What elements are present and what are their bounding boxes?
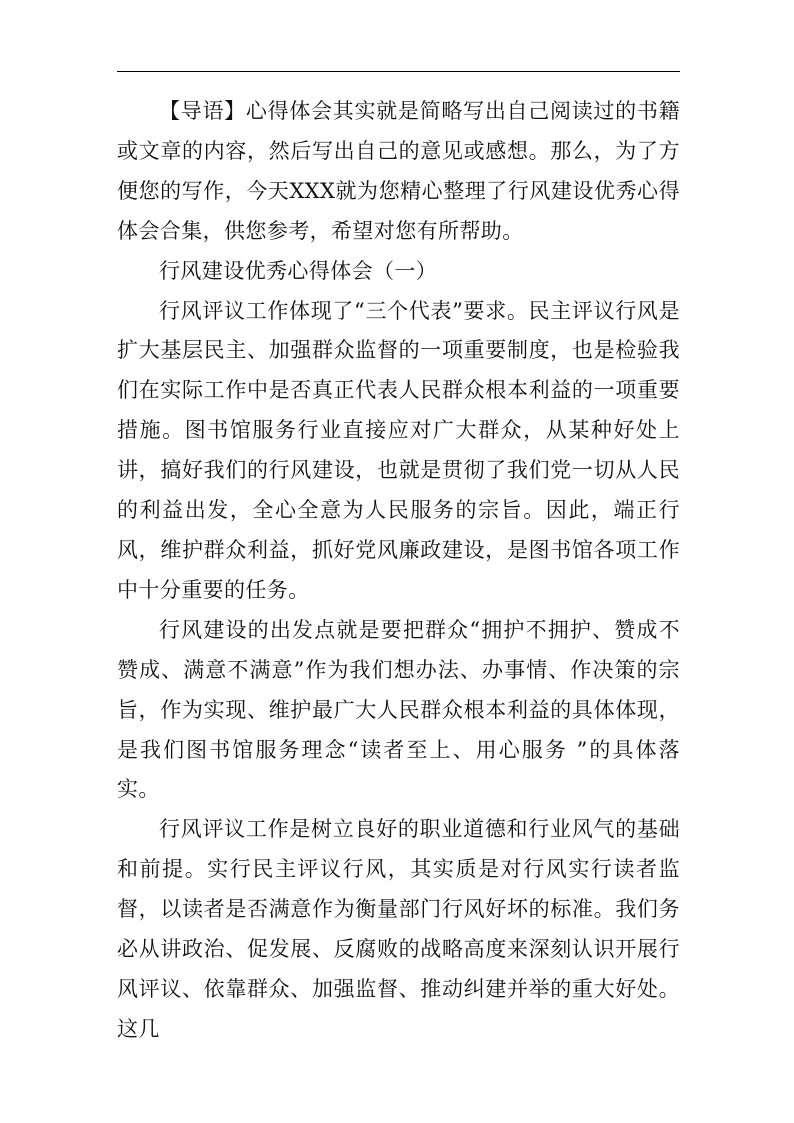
header-rule [117, 71, 680, 72]
body-paragraph-1: 行风评议工作体现了“三个代表”要求。民主评议行风是扩大基层民主、加强群众监督的一项重要制度，也是检验我们在实际工作中是否真正代表人民群众根本利益的一项重要措施。图书馆服务行业直接应对广大群众，从某种好处上讲，搞好我们的行风建设，也就是贯彻了我们党一切从人民的利益出发，全心全意为人民服务的宗旨。因此，端正行风，维护群众利益，抓好党风廉政建设，是图书馆各项工作中十分重要的任务。 [117, 298, 680, 602]
body-paragraph-3: 行风评议工作是树立良好的职业道德和行业风气的基础和前提。实行民主评议行风，其实质是对行风实行读者监督，以读者是否满意作为衡量部门行风好坏的标准。我们务必从讲政治、促发展、反腐败的战略高度来深刻认识开展行风评议、依靠群众、加强监督、推动纠建并举的重大好处。这几 [117, 817, 680, 1041]
section-heading: 行风建设优秀心得体会（一） [159, 258, 438, 283]
document-body [117, 92, 680, 1050]
intro-paragraph: 【导语】心得体会其实就是简略写出自己阅读过的书籍或文章的内容，然后写出自己的意见或感想。那么，为了方便您的写作，今天XXX就为您精心整理了行风建设优秀心得体会合集，供您参考，希望对您有所帮助。 [117, 99, 680, 243]
body-paragraph-2: 行风建设的出发点就是要把群众“拥护不拥护、赞成不赞成、满意不满意”作为我们想办法、办事情、作决策的宗旨，作为实现、维护最广大人民群众根本利益的具体体现，是我们图书馆服务理念“读者至上、用心服务 ”的具体落实。 [117, 617, 680, 802]
